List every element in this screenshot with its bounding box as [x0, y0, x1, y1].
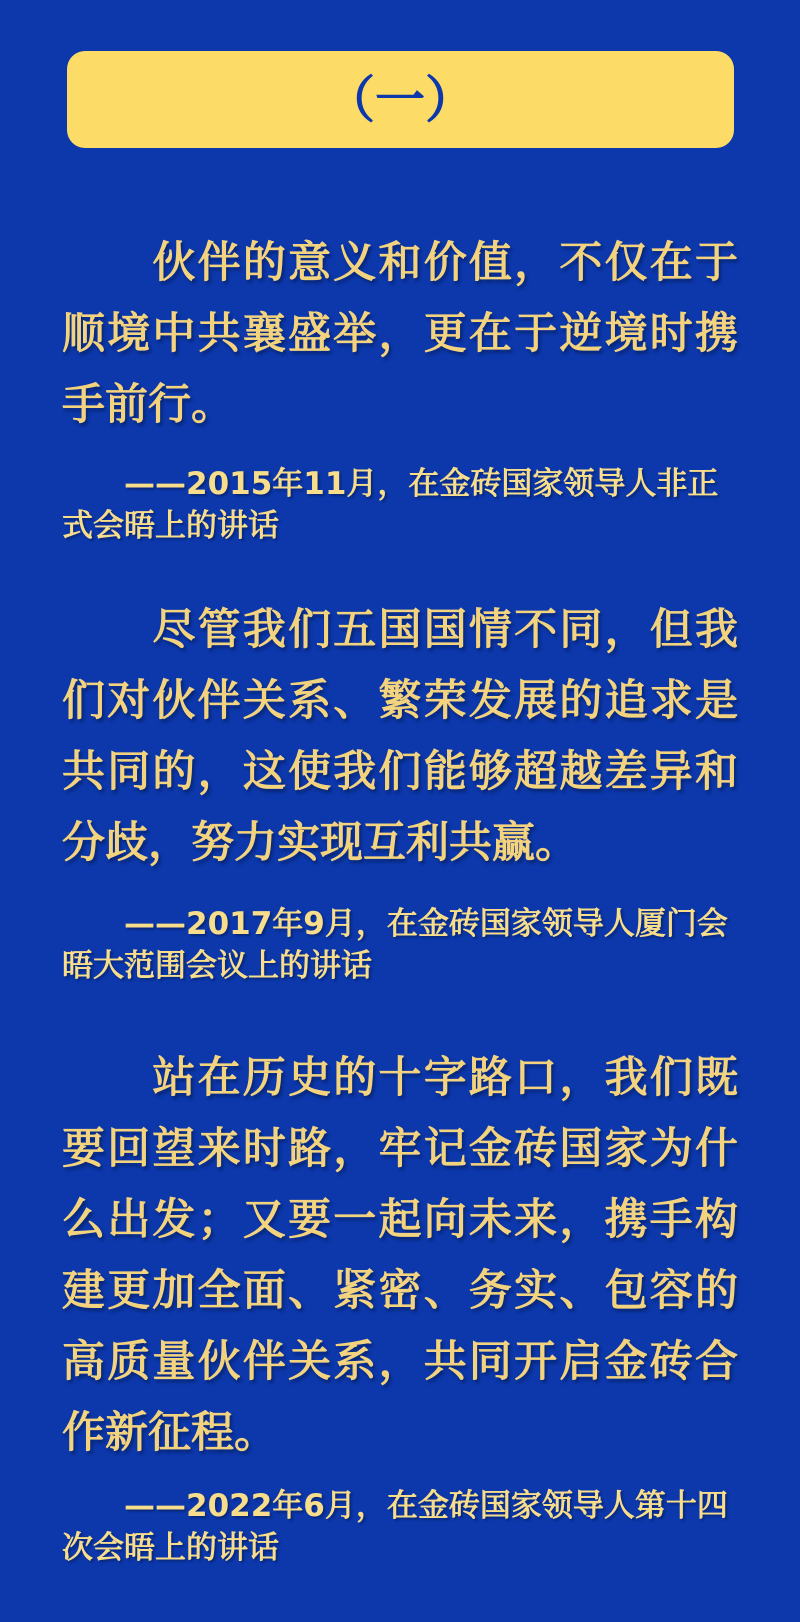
quote-source: ——2017年9月，在金砖国家领导人厦门会晤大范围会议上的讲话 — [62, 906, 728, 984]
quote-text: 站在历史的十字路口，我们既要回望来时路，牢记金砖国家为什么出发；又要一起向未来，携手构建更加全面、紧密、务实、包容的高质量伙伴关系，共同开启金砖合作新征程。 — [62, 1053, 738, 1458]
quote-list — [0, 228, 800, 1569]
section-number-label: （一） — [325, 69, 475, 129]
quote-source: ——2015年11月，在金砖国家领导人非正式会晤上的讲话 — [62, 466, 719, 544]
quote-text: 伙伴的意义和价值，不仅在于顺境中共襄盛举，更在于逆境时携手前行。 — [62, 238, 738, 430]
section-badge — [67, 51, 734, 148]
quote-source: ——2022年6月，在金砖国家领导人第十四次会晤上的讲话 — [62, 1488, 728, 1566]
quote-text: 尽管我们五国国情不同，但我们对伙伴关系、繁荣发展的追求是共同的，这使我们能够超越差异和分歧，努力实现互利共赢。 — [62, 605, 738, 868]
